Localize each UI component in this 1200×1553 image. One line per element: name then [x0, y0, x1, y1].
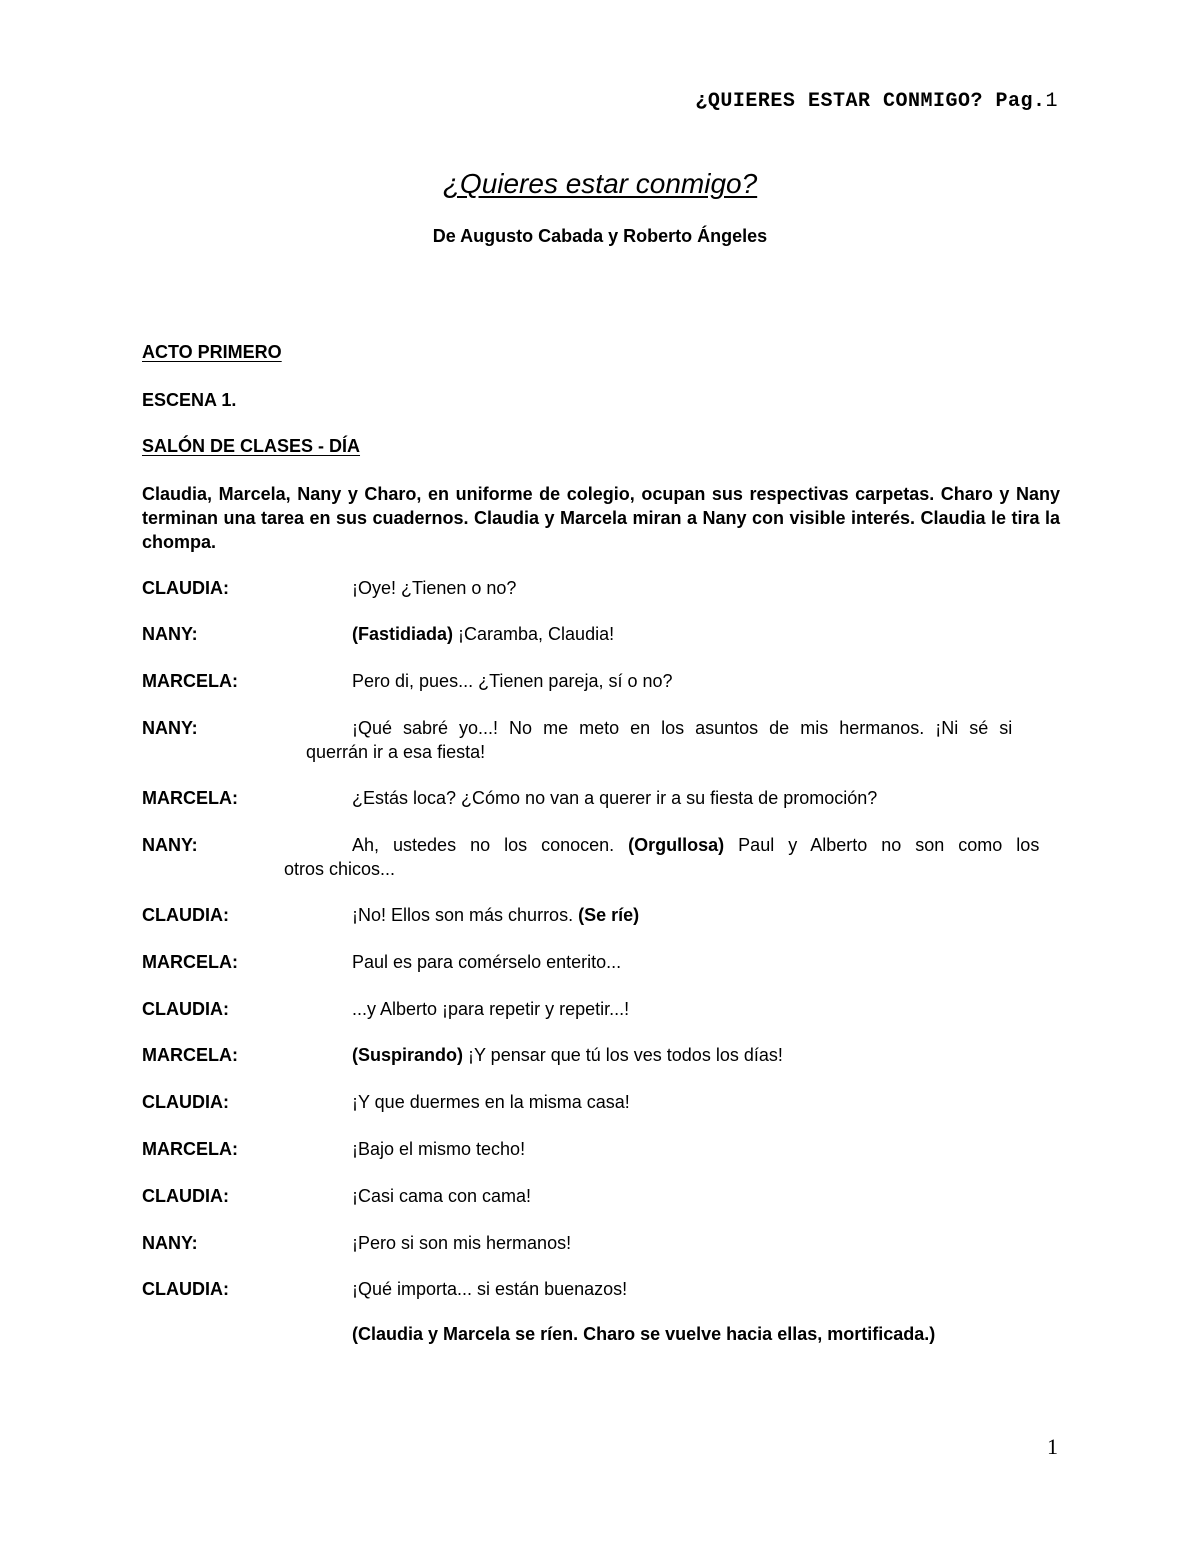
closing-stage-direction: (Claudia y Marcela se ríen. Charo se vuelve hacia ellas, mortificada.) — [352, 1324, 936, 1344]
speech — [352, 1043, 1060, 1067]
speaker-name: CLAUDIA: — [142, 1186, 229, 1206]
speech — [352, 622, 1060, 646]
speaker-name: CLAUDIA: — [142, 999, 229, 1019]
act-heading: ACTO PRIMERO — [142, 342, 282, 362]
speaker-name: CLAUDIA: — [142, 1092, 229, 1112]
speech-text: Ah, ustedes no los conocen. — [352, 835, 629, 855]
stage-description: Claudia, Marcela, Nany y Charo, en uniforme de colegio, ocupan sus respectivas carpetas. Charo y Nany terminan una tarea en sus cuadernos. Claudia y Marcela miran a Nany con visible interés. Claudia le tira la chompa. — [142, 484, 1060, 552]
speech-text: ...y Alberto ¡para repetir y repetir...! — [352, 999, 630, 1019]
speaker-name: MARCELA: — [142, 952, 238, 972]
speech-text: ¡Pero si son mis hermanos! — [352, 1233, 572, 1253]
speech — [352, 903, 1060, 927]
speech-continuation: otros chicos... — [284, 859, 396, 879]
stage-direction: (Fastidiada) — [352, 624, 454, 644]
speaker-name: MARCELA: — [142, 788, 238, 808]
speech-text: ¡No! Ellos son más churros. — [352, 905, 579, 925]
speech-text: Paul es para comérselo enterito... — [352, 952, 622, 972]
running-header — [695, 90, 1058, 113]
speech-text: Paul y Alberto no son como los — [724, 835, 1040, 855]
speaker-name: NANY: — [142, 1233, 198, 1253]
play-authors: De Augusto Cabada y Roberto Ángeles — [432, 226, 768, 246]
page-number: 1 — [1047, 1434, 1058, 1459]
speaker-name: CLAUDIA: — [142, 1279, 229, 1299]
speaker-name: MARCELA: — [142, 1139, 238, 1159]
speech-text: ¡Casi cama con cama! — [352, 1186, 532, 1206]
speech-text: ¡Bajo el mismo techo! — [352, 1139, 526, 1159]
play-title: ¿Quieres estar conmigo? — [442, 168, 758, 199]
speech-text: ¡Y pensar que tú los ves todos los días! — [463, 1045, 783, 1065]
speaker-name: CLAUDIA: — [142, 578, 229, 598]
running-page-number: 1 — [1045, 90, 1058, 113]
scene-heading: ESCENA 1. — [142, 390, 237, 410]
speech-text: ¡Qué sabré yo...! No me meto en los asuntos de mis hermanos. ¡Ni sé si — [352, 718, 1013, 738]
stage-direction: (Se ríe) — [578, 905, 640, 925]
speech-text: ¡Oye! ¿Tienen o no? — [352, 578, 517, 598]
speaker-name: MARCELA: — [142, 1045, 238, 1065]
stage-direction: (Suspirando) — [352, 1045, 463, 1065]
speaker-name: NANY: — [142, 624, 198, 644]
speech-text: ¡Qué importa... si están buenazos! — [352, 1279, 628, 1299]
speaker-name: NANY: — [142, 835, 198, 855]
stage-direction: (Orgullosa) — [628, 835, 725, 855]
speaker-name: MARCELA: — [142, 671, 238, 691]
speaker-name: NANY: — [142, 718, 198, 738]
speech-text: Pero di, pues... ¿Tienen pareja, sí o no? — [352, 671, 673, 691]
location-heading: SALÓN DE CLASES - DÍA — [142, 436, 361, 456]
speech-text: ¡Caramba, Claudia! — [453, 624, 615, 644]
speech-text: ¡Y que duermes en la misma casa! — [352, 1092, 630, 1112]
speaker-name: CLAUDIA: — [142, 905, 229, 925]
speech-continuation: querrán ir a esa fiesta! — [306, 742, 486, 762]
speech-text: ¿Estás loca? ¿Cómo no van a querer ir a su fiesta de promoción? — [352, 788, 878, 808]
running-title: ¿QUIERES ESTAR CONMIGO? Pag. — [695, 90, 1046, 113]
speech — [352, 833, 1060, 857]
